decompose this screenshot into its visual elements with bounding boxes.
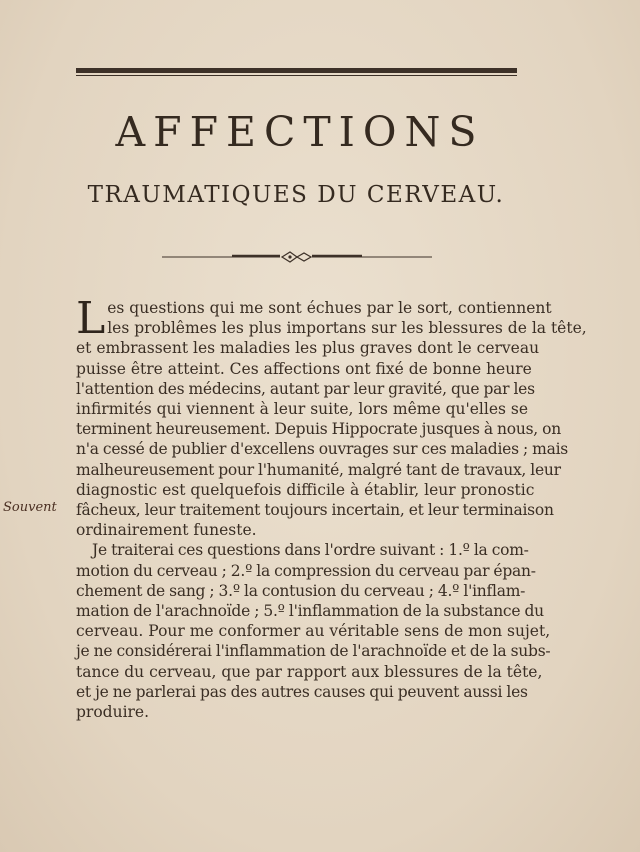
- text-line: et je ne parlerai pas des autres causes qui peuvent aussi les: [76, 682, 528, 701]
- handwritten-margin-note: Souvent: [3, 500, 57, 515]
- text-line: cerveau. Pour me conformer au véritable sens de mon sujet,: [76, 622, 551, 641]
- text-line: terminent heureusement. Depuis Hippocrate jusques à nous, on: [76, 420, 561, 439]
- text-line: puisse être atteint. Ces affections ont fixé de bonne heure: [76, 359, 532, 378]
- text-line: ordinairement funeste.: [76, 521, 257, 540]
- text-line: chement de sang ; 3.º la contusion du cerveau ; 4.º l'inflam-: [76, 581, 526, 600]
- text-line: et embrassent les maladies les plus graves dont le cerveau: [76, 339, 540, 358]
- text-line: je ne considérerai l'inflammation de l'arachnoïde et de la subs-: [76, 642, 551, 661]
- rule-thin: [76, 75, 517, 76]
- paragraph-1: [76, 293, 587, 540]
- text-line: diagnostic est quelquefois difficile à établir, leur pronostic: [76, 480, 535, 499]
- page-subtitle: TRAUMATIQUES DU CERVEAU.: [87, 182, 505, 208]
- body-text: [76, 293, 587, 722]
- text-line: es questions qui me sont échues par le sort, contiennent: [107, 299, 552, 317]
- text-line: mation de l'arachnoïde ; 5.º l'inflammation de la substance du: [76, 602, 544, 621]
- ornament-divider: [162, 250, 432, 264]
- text-line: n'a cessé de publier d'excellens ouvrages sur ces maladies ; mais: [76, 440, 568, 459]
- text-line: produire.: [76, 703, 150, 722]
- page-title: AFFECTIONS: [115, 108, 485, 156]
- text-line: motion du cerveau ; 2.º la compression du cerveau par épan-: [76, 561, 536, 580]
- text-line: tance du cerveau, que par rapport aux blessures de la tête,: [76, 662, 543, 681]
- rule-thick: [76, 68, 517, 73]
- text-line: Je traiterai ces questions dans l'ordre suivant : 1.º la com-: [92, 541, 529, 560]
- text-line: fâcheux, leur traitement toujours incertain, et leur terminaison: [76, 501, 554, 520]
- text-line: malheureusement pour l'humanité, malgré tant de travaux, leur: [76, 460, 561, 479]
- text-line: les problêmes les plus importans sur les blessures de la tête,: [107, 319, 587, 338]
- top-double-rule: [76, 66, 517, 78]
- paragraph-2: [76, 540, 551, 722]
- text-line: l'attention des médecins, autant par leur gravité, que par les: [76, 379, 535, 398]
- text-line: infirmités qui viennent à leur suite, lors même qu'elles se: [76, 400, 529, 419]
- drop-cap: L: [76, 293, 106, 344]
